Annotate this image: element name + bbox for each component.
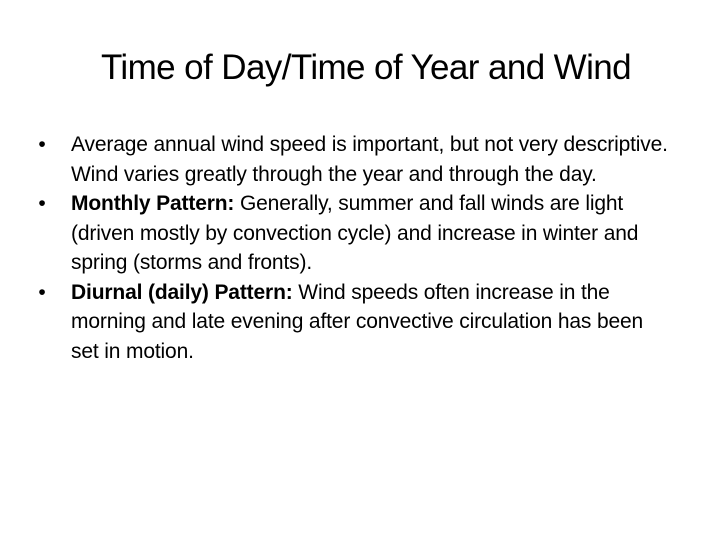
bullet-dot-icon: • <box>38 192 46 215</box>
bullet-text: Wind speeds often increase in the morning and late evening after convective circulation has been set in motion. <box>71 280 644 363</box>
bullet-text: Generally, summer and fall winds are light (driven mostly by convection cycle) and increase in winter and spring (storms and fronts). <box>71 192 639 274</box>
bullet-lead: Monthly Pattern: <box>71 192 235 215</box>
bullet-item-annual <box>36 130 676 189</box>
bullet-text: Average annual wind speed is important, but not very descriptive. Wind varies greatly through the year and through the day. <box>71 133 668 186</box>
bullet-item-monthly <box>36 189 676 278</box>
bullet-dot-icon: • <box>38 133 46 156</box>
bullet-lead: Diurnal (daily) Pattern: <box>71 280 293 304</box>
bullet-list <box>36 130 676 366</box>
bullet-dot-icon: • <box>38 280 46 304</box>
slide-title: Time of Day/Time of Year and Wind <box>100 48 632 87</box>
bullet-item-diurnal <box>36 278 676 367</box>
